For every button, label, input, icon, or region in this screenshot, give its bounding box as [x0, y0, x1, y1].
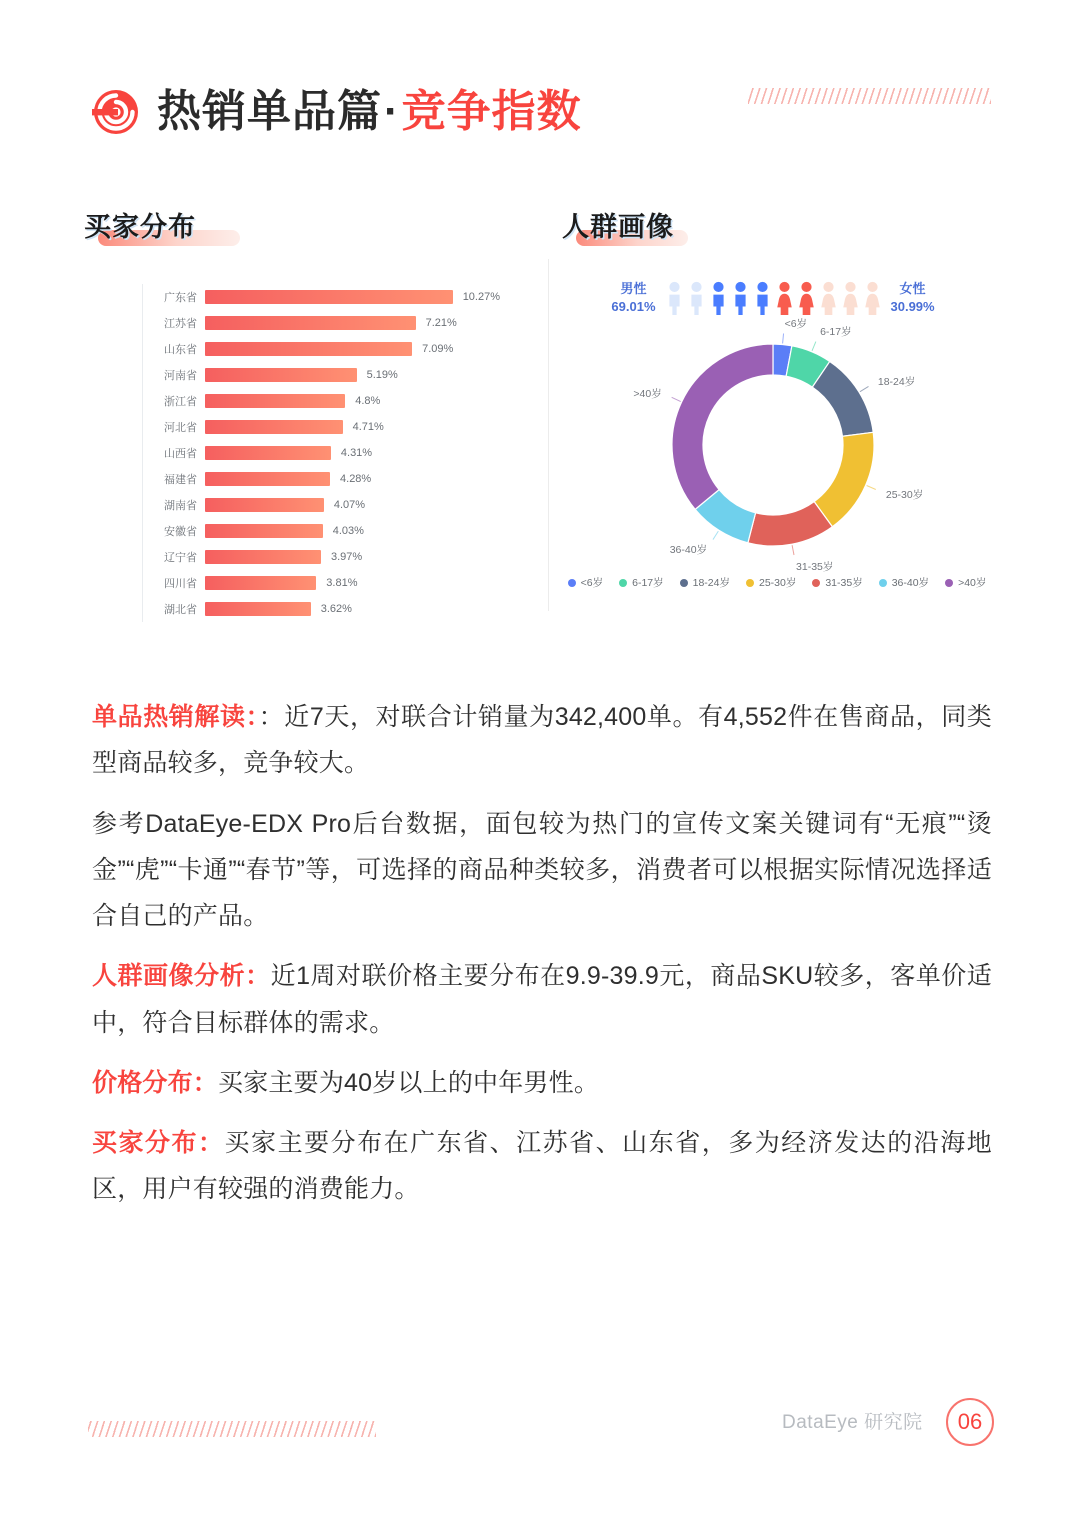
- bar-chart-row: [164, 440, 500, 466]
- bar-fill: [205, 368, 357, 382]
- bar-fill: [205, 290, 453, 304]
- paragraph-audience-analysis: [92, 953, 992, 1046]
- bar-chart-row: [164, 466, 500, 492]
- legend-label: 36-40岁: [891, 577, 930, 590]
- bar-value-label: 4.03%: [332, 525, 364, 537]
- bar-value-label: 5.19%: [366, 369, 398, 381]
- donut-segment-label: 6-17岁: [820, 326, 852, 339]
- bar-category-label: 福建省: [164, 474, 197, 486]
- legend-label: 6-17岁: [632, 577, 664, 590]
- bar-fill: [205, 576, 316, 590]
- donut-segment: [672, 344, 773, 509]
- legend-color-dot: [619, 579, 627, 587]
- donut-leader-line: [713, 531, 718, 539]
- bar-value-label: 7.09%: [422, 343, 454, 355]
- paragraph-sales-reading: [92, 694, 992, 787]
- legend-item[interactable]: [812, 575, 862, 590]
- legend-label: 25-30岁: [758, 577, 797, 590]
- bar-chart-row: [164, 310, 500, 336]
- donut-segment-label: <6岁: [784, 317, 808, 330]
- donut-segment-label: 18-24岁: [877, 375, 916, 388]
- donut-segment-label: 36-40岁: [669, 543, 708, 556]
- audience-profile-panel: [534, 205, 1012, 590]
- female-pictogram-icon: [842, 281, 859, 315]
- donut-leader-line: [792, 545, 794, 555]
- bar-chart-row: [164, 336, 500, 362]
- paragraph-body: 买家主要分布在广东省、江苏省、山东省，多为经济发达的沿海地区，用户有较强的消费能力。: [92, 1129, 992, 1204]
- bar-value-label: 10.27%: [462, 291, 500, 303]
- bar-category-label: 湖南省: [164, 500, 197, 512]
- bar-category-label: 浙江省: [164, 396, 197, 408]
- bar-value-label: 3.62%: [320, 603, 352, 615]
- female-pictogram-icon: [776, 281, 793, 315]
- bar-chart-row: [164, 284, 500, 310]
- charts-card: [68, 205, 1012, 635]
- audience-profile-title: 人群画像: [562, 212, 674, 242]
- dataeye-spiral-logo-icon: [92, 88, 140, 136]
- bar-fill: [205, 524, 323, 538]
- bar-category-label: 湖北省: [164, 604, 197, 616]
- bar-category-label: 广东省: [164, 292, 197, 304]
- bar-value-label: 3.81%: [326, 577, 358, 589]
- page-title-accent: 竞争指数: [401, 87, 582, 136]
- female-pictogram-icon: [798, 281, 815, 315]
- legend-color-dot: [879, 579, 887, 587]
- donut-svg: [534, 323, 1012, 573]
- footer-brand: DataEye 研究院: [782, 1412, 923, 1433]
- bar-category-label: 河南省: [164, 370, 197, 382]
- bar-fill: [205, 420, 343, 434]
- bar-chart-row: [164, 596, 500, 622]
- bar-chart-row: [164, 518, 500, 544]
- legend-item[interactable]: [945, 575, 986, 590]
- page-number-badge: 06: [946, 1398, 994, 1446]
- bar-fill: [205, 550, 321, 564]
- gender-pictogram-row: [666, 281, 881, 315]
- bar-value-label: 4.8%: [355, 395, 381, 407]
- bar-chart-row: [164, 492, 500, 518]
- donut-segment: [812, 362, 873, 437]
- bar-value-label: 4.28%: [340, 473, 372, 485]
- donut-segment: [814, 432, 874, 526]
- buyer-distribution-title: 买家分布: [84, 212, 196, 242]
- bar-fill: [205, 602, 311, 616]
- paragraph-keywords: [92, 801, 992, 940]
- legend-label: 18-24岁: [692, 577, 730, 590]
- male-pictogram-icon: [710, 281, 727, 315]
- female-pictogram-icon: [864, 281, 881, 315]
- donut-segment-label: 25-30岁: [885, 488, 924, 501]
- male-percentage: 69.01%: [611, 298, 656, 314]
- bar-value-label: 4.31%: [340, 447, 373, 459]
- legend-item[interactable]: [568, 575, 603, 590]
- paragraph-body: 近1周对联价格主要分布在9.9-39.9元，商品SKU较多，客单价适中，符合目标群体的需求。: [92, 962, 992, 1037]
- paragraph-lead: 买家分布：: [92, 1129, 225, 1157]
- donut-leader-line: [860, 387, 869, 392]
- legend-item[interactable]: [879, 575, 929, 590]
- page-title: [157, 87, 582, 136]
- female-percentage: 30.99%: [890, 298, 935, 314]
- page-header: [92, 88, 582, 136]
- bar-fill: [205, 342, 412, 356]
- donut-leader-line: [812, 342, 816, 351]
- bar-chart-row: [164, 570, 500, 596]
- page-title-separator: ·: [384, 87, 400, 136]
- bar-chart-row: [164, 544, 500, 570]
- bar-category-label: 四川省: [164, 578, 197, 590]
- donut-leader-line: [783, 334, 784, 344]
- donut-leader-line: [867, 486, 876, 490]
- bottom-decorative-hatch: [88, 1421, 376, 1437]
- female-pictogram-icon: [820, 281, 837, 315]
- male-pictogram-icon: [688, 281, 705, 315]
- legend-label: <6岁: [580, 577, 604, 590]
- paragraph-body: 买家主要为40岁以上的中年男性。: [218, 1068, 600, 1097]
- male-label: 男性: [620, 281, 647, 296]
- paragraph-lead: 价格分布：: [92, 1068, 219, 1097]
- bar-chart: [142, 284, 500, 622]
- paragraph-body: ：近7天，对联合计销量为342,400单。有4,552件在售商品，同类型商品较多，竞争较大。: [92, 703, 992, 778]
- male-gender-block: [611, 280, 655, 315]
- bar-value-label: 4.07%: [333, 499, 366, 511]
- bar-value-label: 3.97%: [330, 551, 363, 563]
- top-decorative-hatch: [748, 88, 991, 104]
- analysis-copy: [92, 694, 992, 1227]
- bar-value-label: 4.71%: [352, 421, 384, 433]
- bar-chart-row: [164, 388, 500, 414]
- buyer-distribution-panel: [80, 205, 500, 622]
- age-donut-legend: [534, 575, 1012, 590]
- bar-fill: [205, 446, 331, 460]
- paragraph-body: 参考DataEye-EDX Pro后台数据，面包较为热门的宣传文案关键词有“无痕”“烫金”“虎”“卡通”“春节”等，可选择的商品种类较多，消费者可以根据实际情况选择适合自己的产品。: [92, 809, 992, 930]
- paragraph-price-distribution: [92, 1060, 992, 1106]
- bar-category-label: 辽宁省: [164, 552, 197, 564]
- bar-category-label: 江苏省: [164, 318, 197, 330]
- legend-label: 31-35岁: [825, 577, 863, 590]
- legend-color-dot: [680, 579, 688, 587]
- bar-category-label: 山西省: [164, 448, 197, 460]
- bar-value-label: 7.21%: [425, 317, 457, 329]
- gender-split-row: [534, 280, 1012, 315]
- male-pictogram-icon: [666, 281, 683, 315]
- bar-fill: [205, 316, 416, 330]
- donut-leader-line: [672, 397, 681, 401]
- bar-category-label: 河北省: [164, 422, 197, 434]
- donut-segment: [748, 502, 832, 546]
- bar-category-label: 安徽省: [164, 526, 197, 538]
- donut-segment-label: >40岁: [633, 387, 662, 400]
- female-label: 女性: [899, 281, 926, 296]
- paragraph-buyer-distribution: [92, 1120, 992, 1213]
- bar-fill: [205, 498, 324, 512]
- bar-chart-row: [164, 414, 500, 440]
- male-pictogram-icon: [732, 281, 749, 315]
- female-gender-block: [891, 280, 935, 315]
- legend-color-dot: [945, 579, 953, 587]
- legend-item[interactable]: [619, 575, 664, 590]
- legend-item[interactable]: [746, 575, 796, 590]
- legend-color-dot: [812, 579, 820, 587]
- donut-segment-label: 31-35岁: [796, 560, 834, 573]
- legend-item[interactable]: [680, 575, 730, 590]
- legend-color-dot: [746, 579, 754, 587]
- legend-label: >40岁: [958, 577, 987, 590]
- page-title-main: 热销单品篇: [157, 87, 382, 136]
- male-pictogram-icon: [754, 281, 771, 315]
- bar-chart-row: [164, 362, 500, 388]
- bar-fill: [205, 472, 330, 486]
- bar-category-label: 山东省: [164, 344, 197, 356]
- legend-color-dot: [568, 579, 576, 587]
- paragraph-lead: 单品热销解读：: [92, 703, 259, 731]
- age-donut-chart: [534, 317, 1012, 573]
- bar-fill: [205, 394, 345, 408]
- paragraph-lead: 人群画像分析：: [92, 962, 271, 991]
